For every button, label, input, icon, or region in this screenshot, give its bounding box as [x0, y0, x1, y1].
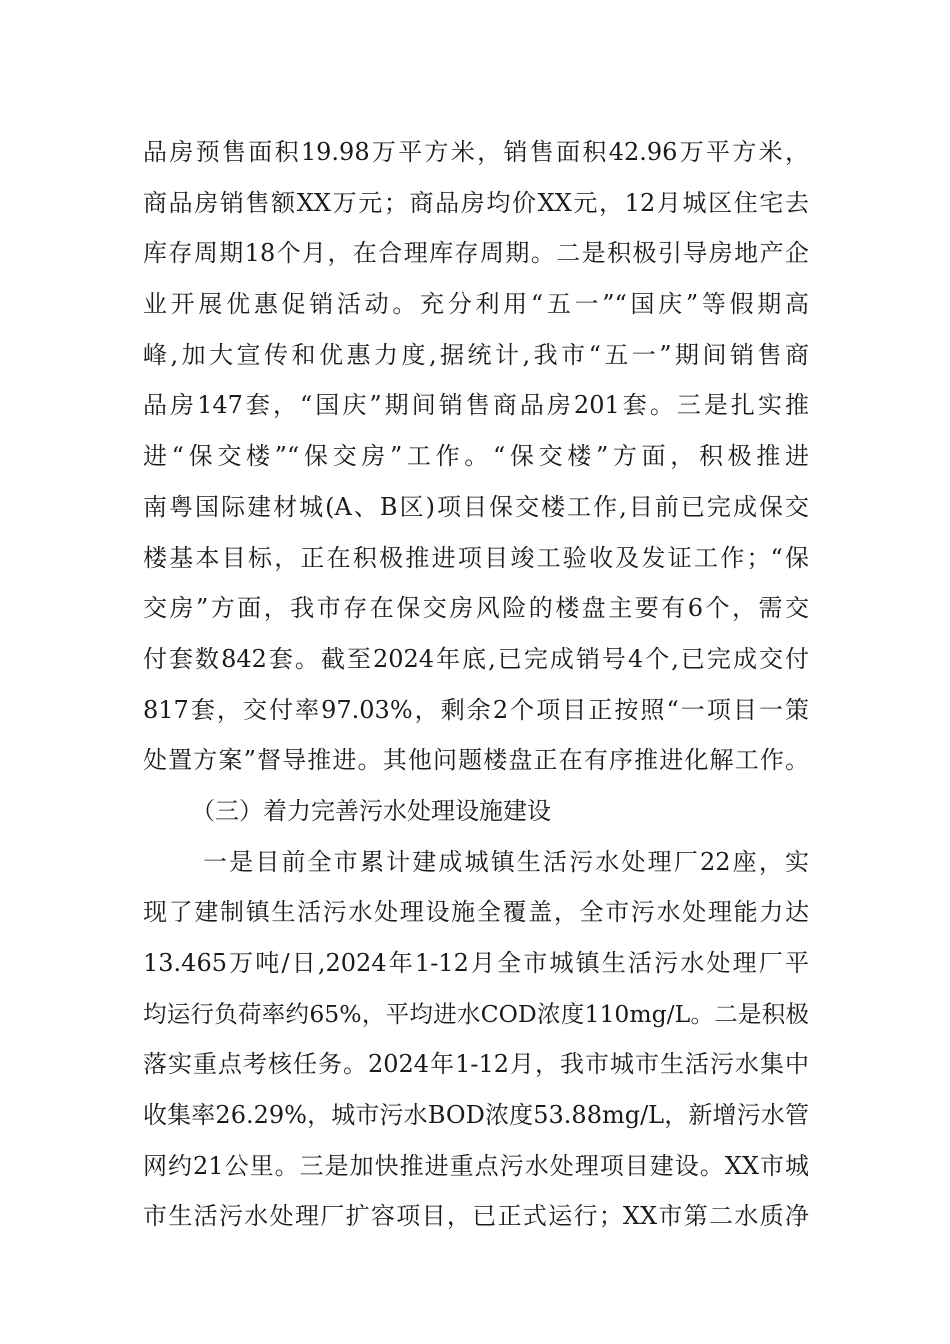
paragraph-line: 楼基本目标，正在积极推进项目竣工验收及发证工作；“保: [143, 543, 809, 572]
paragraph-line: 处置方案”督导推进。其他问题楼盘正在有序推进化解工作。: [143, 746, 809, 775]
paragraph-line: 13.465万吨/日,2024年1-12月全市城镇生活污水处理厂平: [143, 949, 809, 977]
paragraph-line: 一是目前全市累计建成城镇生活污水处理厂22座，实: [203, 847, 809, 876]
paragraph-line: 峰,加大宣传和优惠力度,据统计,我市“五一”期间销售商: [143, 340, 809, 369]
paragraph-line: 现了建制镇生活污水处理设施全覆盖，全市污水处理能力达: [143, 898, 809, 927]
document-body: [143, 127, 809, 1242]
paragraph-line: 收集率26.29%，城市污水BOD浓度53.88mg/L，新增污水管: [143, 1101, 809, 1130]
paragraph-line: 进“保交楼”“保交房”工作。“保交楼”方面，积极推进: [143, 442, 809, 471]
paragraph-line: 商品房销售额XX万元；商品房均价XX元，12月城区住宅去: [143, 188, 809, 217]
paragraph-line: 库存周期18个月，在合理库存周期。二是积极引导房地产企: [143, 239, 809, 268]
paragraph-line: 市生活污水处理厂扩容项目，已正式运行；XX市第二水质净: [143, 1202, 809, 1231]
paragraph-line: 网约21公里。三是加快推进重点污水处理项目建设。XX市城: [143, 1151, 809, 1180]
paragraph-line: 落实重点考核任务。2024年1-12月，我市城市生活污水集中: [143, 1050, 809, 1079]
paragraph-line: 业开展优惠促销活动。充分利用“五一”“国庆”等假期高: [143, 290, 809, 319]
paragraph-line: 付套数842套。截至2024年底,已完成销号4个,已完成交付: [143, 644, 809, 673]
section-heading: （三）着力完善污水处理设施建设: [191, 796, 551, 825]
paragraph-line: 品房147套，“国庆”期间销售商品房201套。三是扎实推: [143, 391, 809, 420]
paragraph-line: 品房预售面积19.98万平方米，销售面积42.96万平方米，: [143, 138, 809, 166]
paragraph-line: 南粤国际建材城(A、B区)项目保交楼工作,目前已完成保交: [143, 492, 809, 521]
paragraph-line: 817套，交付率97.03%，剩余2个项目正按照“一项目一策: [143, 695, 809, 724]
paragraph-line: 交房”方面，我市存在保交房风险的楼盘主要有6个，需交: [143, 594, 809, 623]
paragraph-line: 均运行负荷率约65%，平均进水COD浓度110mg/L。二是积极: [143, 999, 809, 1028]
